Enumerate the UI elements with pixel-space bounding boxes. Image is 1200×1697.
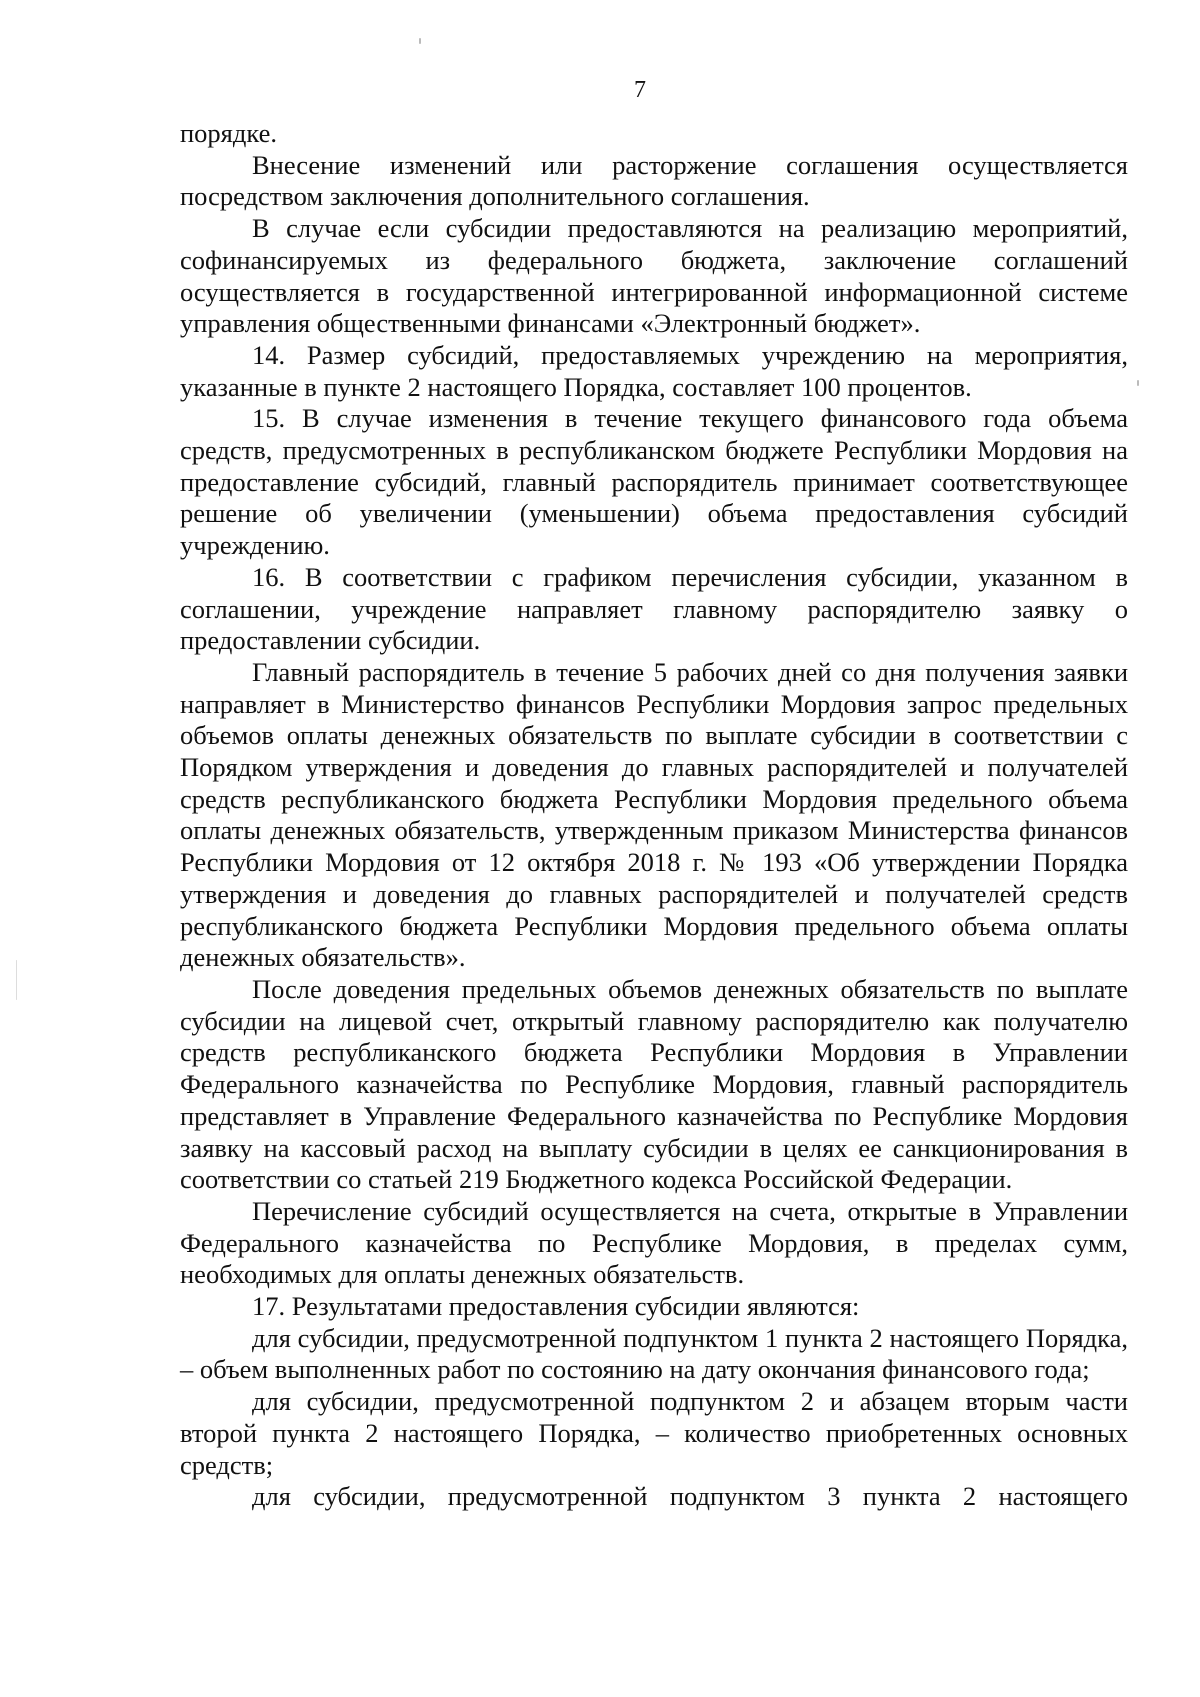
scan-artifact-top bbox=[419, 38, 421, 44]
scan-artifact-left bbox=[16, 960, 17, 1000]
paragraph: После доведения предельных объемов денежных обязательств по выплате субсидии на лицевой счет, открытый главному распорядителю как получателю средств республиканского бюджета Республики Мордовия в Управлении Федерального казначейства по Республике Мордовия, главный распорядитель представляет в Управление Федерального казначейства по Республике Мордовия заявку на кассовый расход на выплату субсидии в целях ее санкционирования в соответствии со статьей 219 Бюджетного кодекса Российской Федерации. bbox=[180, 973, 1128, 1195]
paragraph: порядке. bbox=[180, 118, 277, 148]
paragraph: В случае если субсидии предоставляются на реализацию мероприятий, софинансируемых из федерального бюджета, заключение соглашений осуществляется в государственной интегрированной информационной системе управления общественными финансами «Электронный бюджет». bbox=[180, 213, 1128, 339]
paragraph: Перечисление субсидий осуществляется на счета, открытые в Управлении Федерального казначейства по Республике Мордовия, в пределах сумм, необходимых для оплаты денежных обязательств. bbox=[180, 1195, 1128, 1290]
paragraph: 15. В случае изменения в течение текущего финансового года объема средств, предусмотренных в республиканском бюджете Республики Мордовия на предоставление субсидий, главный распорядитель принимает соответствующее решение об увеличении (уменьшении) объема предоставления субсидий учреждению. bbox=[180, 403, 1128, 561]
paragraph-continued: для субсидии, предусмотренной подпунктом 3 пункта 2 настоящего bbox=[252, 1481, 1128, 1512]
scan-artifact-right bbox=[1137, 380, 1139, 386]
paragraph: 16. В соответствии с графиком перечисления субсидии, указанном в соглашении, учреждение направляет главному распорядителю заявку о предоставлении субсидии. bbox=[180, 561, 1128, 656]
paragraph: 14. Размер субсидий, предоставляемых учреждению на мероприятия, указанные в пункте 2 настоящего Порядка, составляет 100 процентов. bbox=[180, 339, 1128, 402]
paragraph: для субсидии, предусмотренной подпунктом 1 пункта 2 настоящего Порядка, – объем выполненных работ по состоянию на дату окончания финансового года; bbox=[180, 1322, 1128, 1385]
paragraph: Внесение изменений или расторжение соглашения осуществляется посредством заключения дополнительного соглашения. bbox=[180, 149, 1128, 212]
paragraph: 17. Результатами предоставления субсидии являются: bbox=[252, 1291, 860, 1322]
paragraph: Главный распорядитель в течение 5 рабочих дней со дня получения заявки направляет в Министерство финансов Республики Мордовия запрос предельных объемов оплаты денежных обязательств по выплате субсидии в соответствии с Порядком утверждения и доведения до главных распорядителей и получателей средств республиканского бюджета Республики Мордовия предельного объема оплаты денежных обязательств, утвержденным приказом Министерства финансов Республики Мордовия от 12 октября 2018 г. № 193 «Об утверждении Порядка утверждения и доведения до главных распорядителей и получателей средств республиканского бюджета Республики Мордовия предельного объема оплаты денежных обязательств». bbox=[180, 656, 1128, 973]
paragraph: для субсидии, предусмотренной подпунктом 2 и абзацем вторым части второй пункта 2 настоящего Порядка, – количество приобретенных основных средств; bbox=[180, 1386, 1128, 1480]
page-number: 7 bbox=[634, 77, 646, 103]
document-body bbox=[180, 118, 1128, 1513]
